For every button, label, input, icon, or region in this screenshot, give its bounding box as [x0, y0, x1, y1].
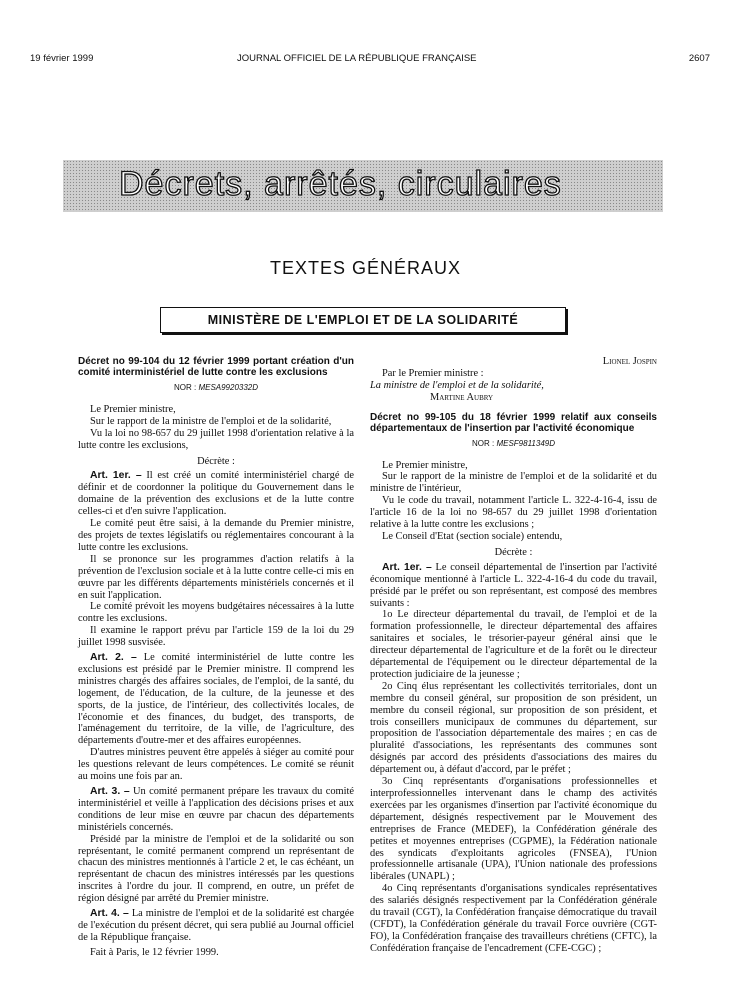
- decree2-art1-label: Art. 1er. –: [382, 561, 432, 573]
- decree1-art4: [78, 908, 354, 944]
- decree2-item1: 1o Le directeur départemental du travail, de l'emploi et de la formation professionnelle, le directeur départemental des affaires sanitaires et sociales, le trésorier-payeur général ainsi que le directeur départemental de l'agriculture et de la forêt ou le directeur départemental de l'équipement ou le directeur départemental de la protection judiciaire de la jeunesse ;: [370, 609, 657, 680]
- header-page-number: 2607: [688, 53, 710, 64]
- decree1-art3-p2: Présidé par la ministre de l'emploi et de la solidarité ou son représentant, le comité permanent comprend un représentant de chacun des ministres mentionnés à l'article 2 et, le cas échéant, un représentant de chacun des ministres intéressés par les questions inscrites à l'ordre du jour. Il comprend, en outre, un préfet de région désigné par arrêté du Premier ministre.: [78, 833, 354, 905]
- decree1-nor-code: MESA9920332D: [198, 383, 259, 392]
- decree1-p3: Vu la loi no 98-657 du 29 juillet 1998 d'orientation relative à la lutte contre les exclusions,: [78, 427, 354, 451]
- decree2-title: Décret no 99-105 du 18 février 1999 relatif aux conseils départementaux de l'insertion par l'activité économique: [370, 411, 657, 434]
- header-date: 19 février 1999: [30, 53, 94, 64]
- ministry-box: MINISTÈRE DE L'EMPLOI ET DE LA SOLIDARITÉ: [160, 307, 566, 333]
- left-column: [78, 356, 354, 959]
- art1-label: Art. 1er. –: [90, 470, 142, 482]
- decree1-decrete: Décrète :: [197, 455, 235, 467]
- signature-pm-name: Lionel Jospin: [602, 356, 657, 367]
- banner-title: Décrets, arrêtés, circulaires: [119, 165, 562, 203]
- section-title: TEXTES GÉNÉRAUX: [269, 258, 462, 278]
- decree1-art1-p5: Il examine le rapport prévu par l'article 159 de la loi du 29 juillet 1998 susvisée.: [78, 625, 354, 649]
- decree2-p3: Vu le code du travail, notamment l'article L. 322-4-16-4, issu de l'article 16 de la loi no 98-657 du 29 juillet 1998 d'orientation relative à la lutte contre les exclusions ;: [370, 495, 657, 531]
- header-journal-title: JOURNAL OFFICIEL DE LA RÉPUBLIQUE FRANÇAISE: [237, 53, 477, 64]
- decree1-art1-p2: Le comité peut être saisi, à la demande du Premier ministre, des projets de textes législatifs ou réglementaires concourant à la lutte contre les exclusions.: [78, 518, 354, 553]
- art2-label: Art. 2. –: [90, 652, 137, 664]
- decree2-p1: Le Premier ministre,: [382, 459, 468, 471]
- decree2-nor: [370, 438, 657, 450]
- signature-minister-title: La ministre de l'emploi et de la solidarité,: [370, 379, 544, 391]
- art4-label: Art. 4. –: [90, 908, 129, 920]
- art4-text: La ministre de l'emploi et de la solidarité est chargée de l'exécution du présent décret, qui sera publié au Journal officiel de la République française.: [78, 908, 354, 943]
- decree1-p1: Le Premier ministre,: [90, 403, 176, 415]
- decree2-item4: 4o Cinq représentants d'organisations syndicales représentatives des salariés désignés respectivement par la Confédération générale du travail (CGT), la Confédération française démocratique du travail (CFDT), la Confédération générale du travail Force ouvrière (CGT-FO), la Confédération française des travailleurs chrétiens (CFTC), la Confédération française de l'encadrement (CFE-CGC) ;: [370, 883, 657, 954]
- decree1-p2: Sur le rapport de la ministre de l'emploi et de la solidarité,: [90, 415, 332, 427]
- art2-text: Le comité interministériel de lutte contre les exclusions est présidé par le Premier ministre. Il comprend les ministres chargés des affaires sociales, de l'emploi, de la santé, du logement, de l'éducation, de la culture, de la jeunesse et des sports, de la justice, de l'intérieur, des collectivités locales, de l'économie et des finances, du budget, des transports, de l'aménagement du territoire, de la ville, de l'agriculture, des départements d'outre-mer et des affaires européennes.: [78, 652, 354, 747]
- signature-par: Par le Premier ministre :: [382, 367, 484, 379]
- decree1-nor-label: NOR :: [173, 383, 197, 392]
- decree1-title: Décret no 99-104 du 12 février 1999 portant création d'un comité interministériel de lutte contre les exclusions: [78, 356, 354, 378]
- decree1-art2: [78, 652, 354, 747]
- decree1-nor: [78, 382, 354, 394]
- decree2-nor-code: MESF9811349D: [496, 438, 556, 448]
- decree2-p4: Le Conseil d'Etat (section sociale) entendu,: [382, 530, 563, 542]
- section-banner: [63, 160, 663, 212]
- art3-text: Un comité permanent prépare les travaux du comité interministériel et veille à l'application des décisions prises et aux conditions de leur mise en œuvre par chacun des départements ministériels concernés.: [78, 786, 354, 833]
- decree2-item3: 3o Cinq représentants d'organisations professionnelles et interprofessionnelles intervenant dans le champ des activités exercées par les organismes d'insertion par l'activité économique du département, désignés respectivement par le Mouvement des entreprises de France (MEDEF), la Confédération générale des petites et moyennes entreprises (CGPME), la Fédération nationale des syndicats d'exploitants agricoles (FNSEA), l'Union professionnelle artisanale (UPA), l'Union nationale des professions libérales (UNAPL) ;: [370, 776, 657, 883]
- art3-label: Art. 3. –: [90, 786, 130, 797]
- decree2-item2: 2o Cinq élus représentant les collectivités territoriales, dont un membre du conseil général, sur proposition de son président, un membre du conseil régional, sur proposition de son président, et trois conseillers municipaux de communes du département, sur proposition de l'association départementale des maires ; en cas de pluralité d'associations, les représentants des communes sont désignés par accord des présidents d'associations des maires du département ou, à défaut d'accord, par le préfet ;: [370, 680, 657, 776]
- decree2-decrete: Décrète :: [494, 546, 533, 558]
- decree1-art3: [78, 786, 354, 834]
- signature-minister-name: Martine Aubry: [430, 391, 494, 403]
- running-header: [30, 53, 710, 69]
- decree1-art1: [78, 470, 354, 518]
- decree1-fait: Fait à Paris, le 12 février 1999.: [90, 946, 219, 958]
- art1-text: Il est créé un comité interministériel chargé de définir et de coordonner la politique du Gouvernement dans le domaine de la prévention des exclusions et de la lutte contre celles-ci et d'en suivre l'application.: [78, 470, 354, 518]
- decree2-nor-label: NOR :: [471, 438, 495, 448]
- decree2-art1-text: Le conseil départemental de l'insertion par l'activité économique mentionné à l'article L. 322-4-16-4 du code du travail, présidé par le préfet ou son représentant, est composé des membres suivants :: [370, 561, 657, 609]
- decree1-art1-p3: Il se prononce sur les programmes d'action relatifs à la prévention de l'exclusion sociale et à la lutte contre celle-ci mis en œuvre par les différents départements ministériels concernés et il en suit l'application.: [78, 553, 354, 601]
- decree1-art1-p4: Le comité prévoit les moyens budgétaires nécessaires à la lutte contre les exclusions.: [78, 601, 354, 625]
- decree2-p2: Sur le rapport de la ministre de l'emploi et de la solidarité et du ministre de l'intérieur,: [370, 471, 657, 495]
- decree1-art2-p2: D'autres ministres peuvent être appelés à siéger au comité pour les questions relevant de leurs compétences. Le comité se réunit au moins une fois par an.: [78, 747, 354, 783]
- right-column: [370, 356, 657, 955]
- decree2-art1: [370, 562, 657, 610]
